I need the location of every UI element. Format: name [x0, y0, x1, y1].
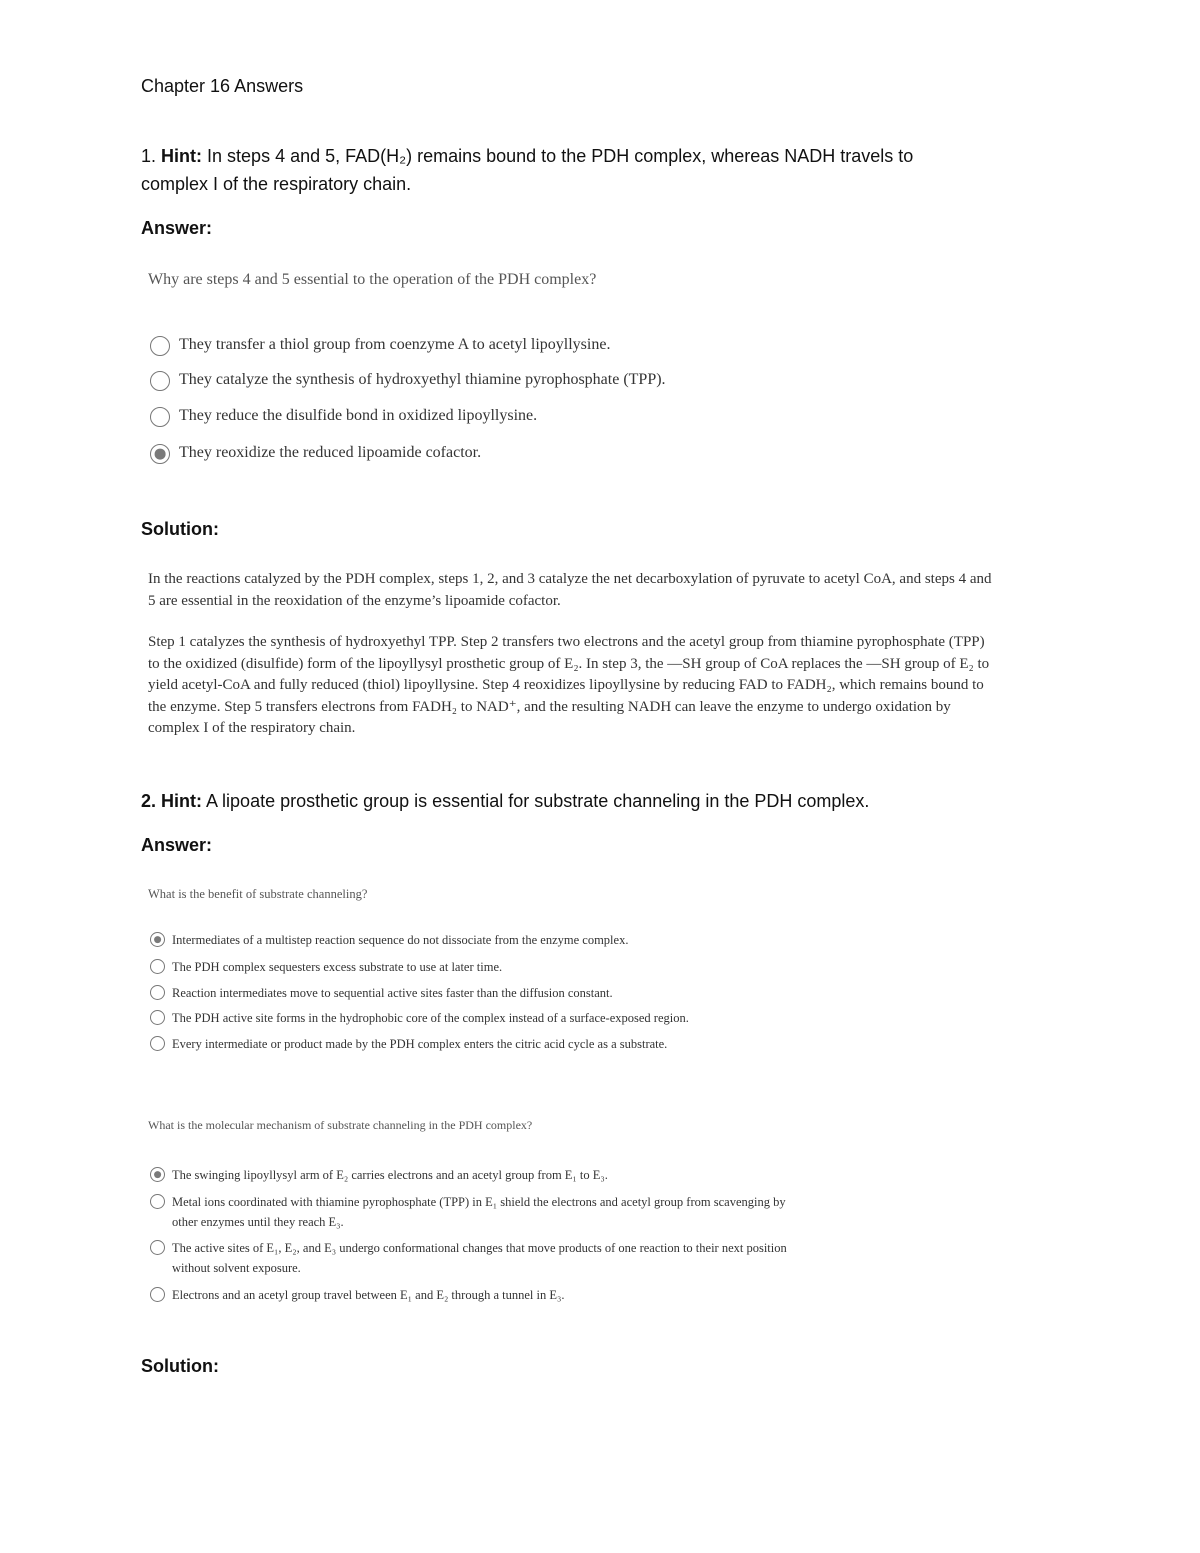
- q2a-option-1[interactable]: [150, 930, 628, 950]
- q2b-option-4[interactable]: [150, 1285, 564, 1305]
- radio-button[interactable]: [150, 336, 170, 356]
- q2-hint-label: Hint:: [161, 791, 203, 811]
- radio-button[interactable]: [150, 371, 170, 391]
- q1-option-4[interactable]: [150, 442, 481, 464]
- q2a-option-1-text: Intermediates of a multistep reaction sequence do not dissociate from the enzyme complex.: [172, 933, 629, 947]
- q1-question: Why are steps 4 and 5 essential to the operation of the PDH complex?: [148, 271, 597, 288]
- radio-button[interactable]: [150, 407, 170, 427]
- q2-question-b: What is the molecular mechanism of substrate channeling in the PDH complex?: [148, 1118, 533, 1132]
- q2a-option-3[interactable]: [150, 983, 613, 1003]
- radio-button[interactable]: [150, 985, 165, 1000]
- q1-solution-paragraph-1: In the reactions catalyzed by the PDH complex, steps 1, 2, and 3 catalyze the net decarboxylation of pyruvate to acetyl CoA, and steps 4 and 5 are essential in the reoxidation of the enzyme’s lipoamide cofactor.: [148, 571, 992, 609]
- q2a-option-2-text: The PDH complex sequesters excess substrate to use at later time.: [172, 960, 503, 974]
- q1-solution-label: Solution:: [141, 519, 219, 539]
- q2b-option-3-text: The active sites of E₁, E₂, and E₃ undergo conformational changes that move products of one reaction to their next position without solvent exposure.: [172, 1241, 787, 1275]
- q1-hint-text: In steps 4 and 5, FAD(H₂) remains bound to the PDH complex, whereas NADH travels to: [207, 146, 914, 166]
- q1-option-2-text: They catalyze the synthesis of hydroxyethyl thiamine pyrophosphate (TPP).: [179, 371, 666, 388]
- q2-question-a: What is the benefit of substrate channeling?: [148, 887, 368, 901]
- q2a-option-4-text: The PDH active site forms in the hydrophobic core of the complex instead of a surface-exposed region.: [172, 1011, 689, 1025]
- q1-hint-line2: complex I of the respiratory chain.: [141, 174, 412, 194]
- q2-number: 2.: [141, 791, 157, 811]
- chapter-title: Chapter 16 Answers: [141, 76, 304, 96]
- q1-hint-label: Hint:: [161, 146, 203, 166]
- q2-hint: [141, 787, 869, 815]
- radio-button-selected[interactable]: [150, 932, 165, 947]
- radio-button[interactable]: [150, 1287, 165, 1302]
- q1-option-2[interactable]: [150, 369, 666, 391]
- q2a-option-3-text: Reaction intermediates move to sequential active sites faster than the diffusion constant.: [172, 986, 613, 1000]
- q2-answer-label: Answer:: [141, 835, 213, 855]
- q2b-option-2-text: Metal ions coordinated with thiamine pyrophosphate (TPP) in E₁ shield the electrons and acetyl group from scavenging by other enzymes until they reach E₃.: [172, 1195, 786, 1229]
- q1-answer-label: Answer:: [141, 218, 213, 238]
- q2b-option-4-text: Electrons and an acetyl group travel between E₁ and E₂ through a tunnel in E₃.: [172, 1288, 565, 1302]
- radio-button[interactable]: [150, 959, 165, 974]
- q2a-option-5[interactable]: [150, 1034, 667, 1054]
- q2a-option-2[interactable]: [150, 957, 502, 977]
- q1-option-3-text: They reduce the disulfide bond in oxidized lipoyllysine.: [179, 407, 538, 424]
- q1-hint-line1: [141, 142, 913, 170]
- q2-solution-label: Solution:: [141, 1356, 219, 1376]
- q2b-option-1-text: The swinging lipoyllysyl arm of E₂ carries electrons and an acetyl group from E₁ to E₃.: [172, 1168, 608, 1182]
- q2b-option-2[interactable]: [150, 1192, 810, 1232]
- q1-option-4-text: They reoxidize the reduced lipoamide cofactor.: [179, 444, 482, 461]
- radio-button-selected[interactable]: [150, 444, 170, 464]
- q1-option-1-text: They transfer a thiol group from coenzyme A to acetyl lipoyllysine.: [179, 336, 611, 353]
- q1-option-1[interactable]: [150, 334, 610, 356]
- q2-hint-text: A lipoate prosthetic group is essential for substrate channeling in the PDH complex.: [206, 791, 870, 811]
- radio-button-selected[interactable]: [150, 1167, 165, 1182]
- q1-solution-paragraph-2: Step 1 catalyzes the synthesis of hydroxyethyl TPP. Step 2 transfers two electrons and the acetyl group from thiamine pyrophosphate (TPP) to the oxidized (disulfide) form of the lipoyllysyl prosthetic group of E₂. In step 3, the —SH group of CoA replaces the —SH group of E₂ to yield acetyl-CoA and fully reduced (thiol) lipoyllysine. Step 4 reoxidizes lipoyllysine by reducing FAD to FADH₂, which remains bound to the enzyme. Step 5 transfers electrons from FADH₂ to NAD⁺, and the resulting NADH can leave the enzyme to undergo oxidation by complex I of the respiratory chain.: [148, 634, 990, 736]
- radio-button[interactable]: [150, 1036, 165, 1051]
- q2a-option-5-text: Every intermediate or product made by the PDH complex enters the citric acid cycle as a substrate.: [172, 1037, 668, 1051]
- q2b-option-1[interactable]: [150, 1165, 608, 1185]
- q2a-option-4[interactable]: [150, 1008, 689, 1028]
- radio-button[interactable]: [150, 1240, 165, 1255]
- radio-button[interactable]: [150, 1194, 165, 1209]
- radio-button[interactable]: [150, 1010, 165, 1025]
- q2b-option-3[interactable]: [150, 1238, 810, 1278]
- q1-option-3[interactable]: [150, 405, 537, 427]
- q1-number: 1.: [141, 146, 157, 166]
